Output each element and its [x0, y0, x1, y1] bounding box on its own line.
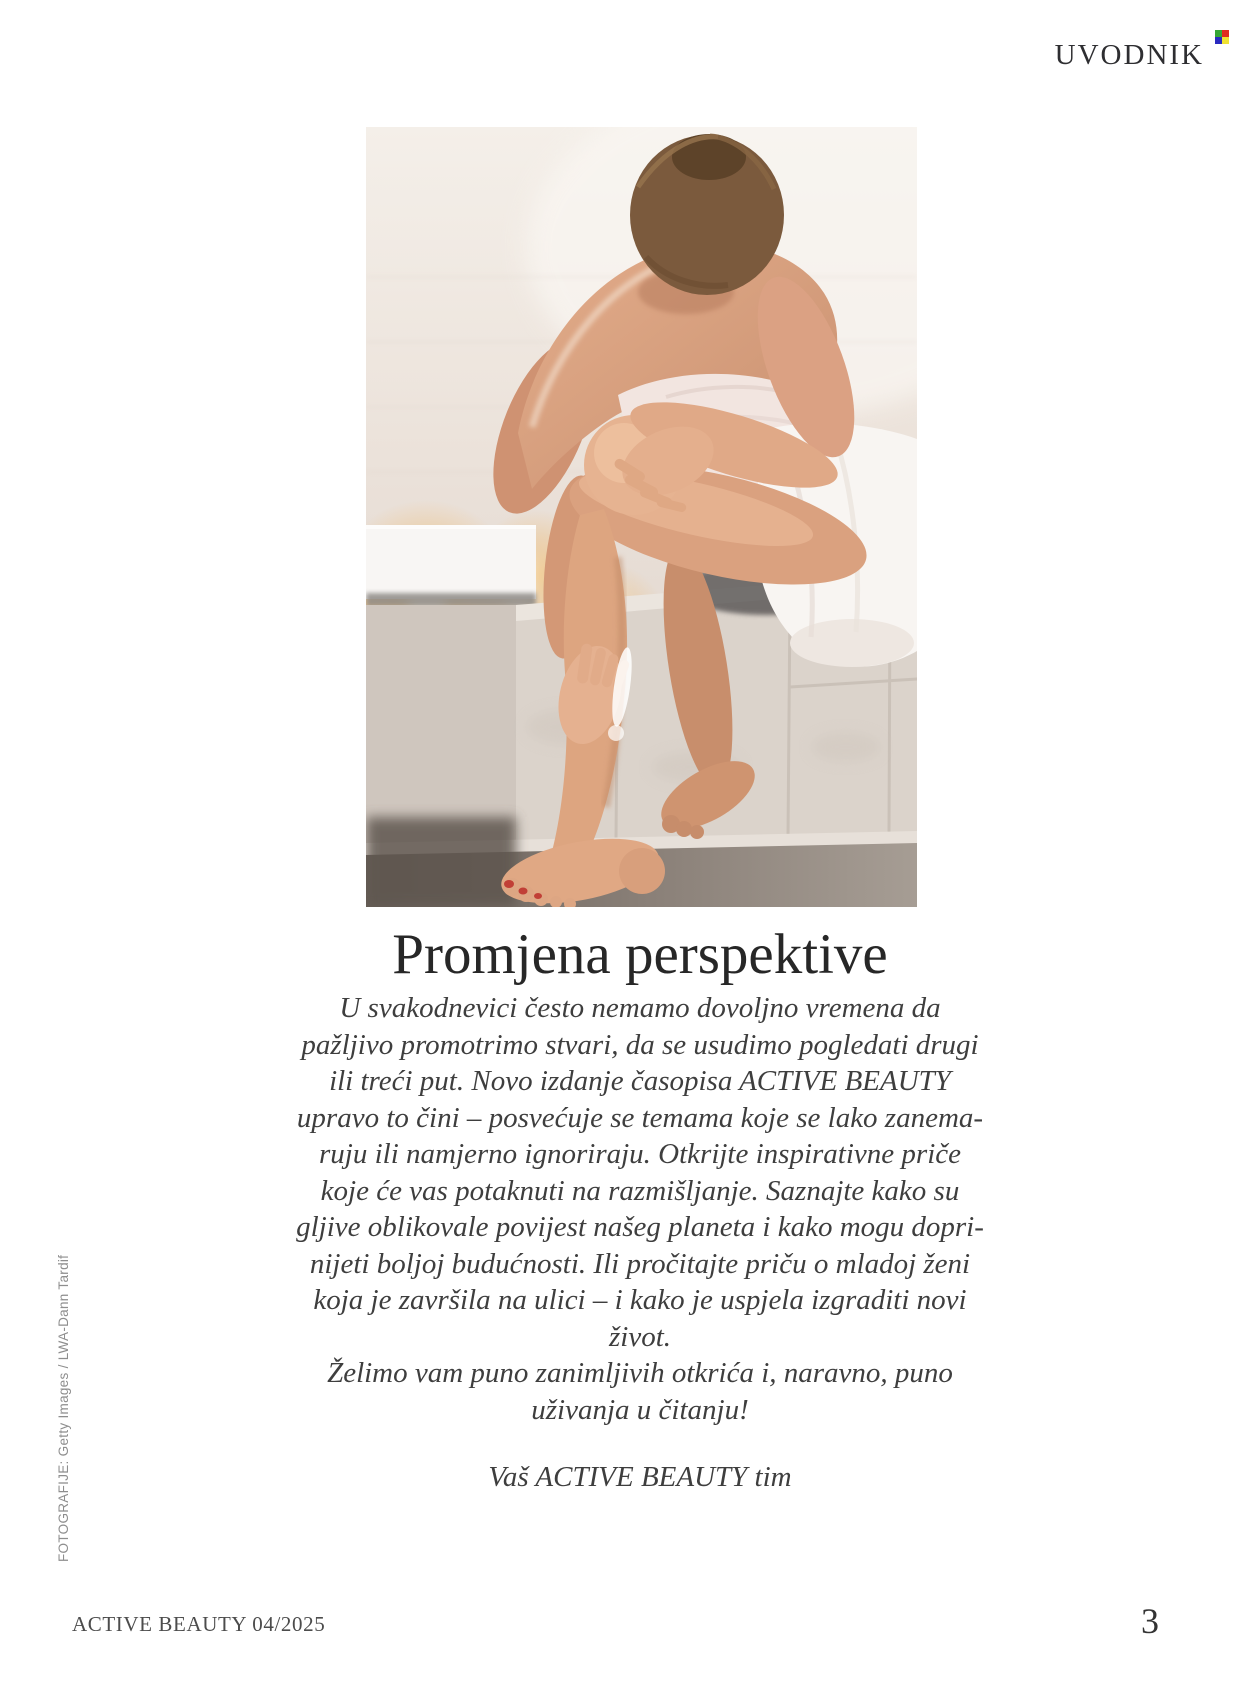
article-signoff: Vaš ACTIVE BEAUTY tim [488, 1461, 792, 1493]
logo-square-blue [1215, 37, 1222, 44]
logo-square-green [1215, 30, 1222, 37]
body-line: pažljivo promotrimo stvari, da se usudimo pogledati drugi [301, 1028, 979, 1061]
article-title: Promjena perspektive [392, 923, 888, 986]
page-number: 3 [1141, 1601, 1159, 1641]
logo-square-red [1222, 30, 1229, 37]
photo-credit: FOTOGRAFIJE: Getty Images / LWA-Dann Tardif [56, 1254, 71, 1562]
section-label: UVODNIK [1054, 39, 1204, 71]
body-line: uživanja u čitanju! [531, 1393, 749, 1426]
body-line: upravo to čini – posvećuje se temama koje se lako zanema- [296, 1101, 984, 1134]
body-line: Želimo vam puno zanimljivih otkrića i, naravno, puno [327, 1357, 953, 1389]
body-line: koja je završila na ulici – i kako je uspjela izgraditi novi [313, 1284, 967, 1316]
four-square-brand-logo-icon [1215, 30, 1229, 44]
bath-scene-illustration [366, 127, 917, 907]
body-line: ruju ili namjerno ignoriraju. Otkrijte inspirativne priče [319, 1138, 961, 1170]
body-line: nijeti boljoj budućnosti. Ili pročitajte priču o mladoj ženi [309, 1247, 971, 1280]
logo-square-yellow [1222, 37, 1229, 44]
body-line: koje će vas potaknuti na razmišljanje. Saznajte kako su [320, 1174, 960, 1207]
body-line: život. [608, 1320, 672, 1353]
body-line: gljive oblikovale povijest našeg planeta i kako mogu dopri- [296, 1211, 984, 1243]
article-body [190, 990, 1090, 1428]
hair-bun [630, 134, 784, 295]
body-line: ili treći put. Novo izdanje časopisa ACTIVE BEAUTY [329, 1065, 951, 1097]
footer-issue-label: ACTIVE BEAUTY 04/2025 [72, 1612, 326, 1636]
body-line: U svakodnevici često nemamo dovoljno vremena da [339, 992, 941, 1024]
editorial-photo [366, 127, 917, 907]
